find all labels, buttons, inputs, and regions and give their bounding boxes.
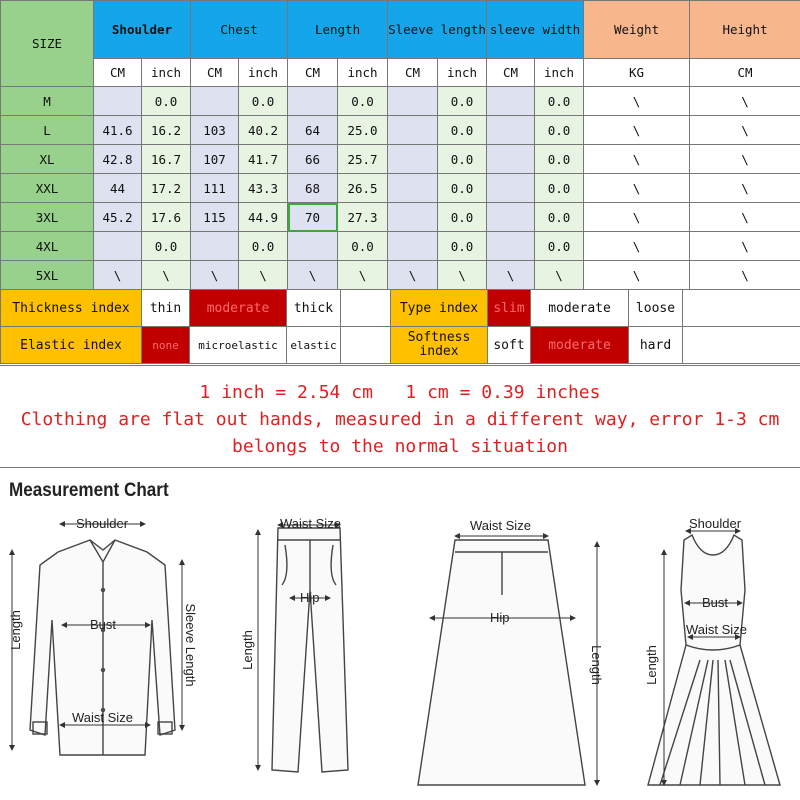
table-row xyxy=(1,232,800,261)
skirt-hip-label: Hip xyxy=(490,610,510,625)
table-cell: \ xyxy=(584,261,690,290)
skirt-drawing xyxy=(418,540,585,785)
shirt-shoulder-label: Shoulder xyxy=(76,516,129,531)
dress-waist-label: Waist Size xyxy=(686,622,747,637)
table-row xyxy=(1,116,800,145)
table-cell xyxy=(487,87,535,116)
table-cell xyxy=(94,232,142,261)
softness-option-selected: moderate xyxy=(531,327,629,364)
pants-drawing xyxy=(272,528,348,772)
table-cell xyxy=(388,116,438,145)
table-cell xyxy=(487,203,535,232)
note-line: Clothing are flat out hands, measured in a different way, error 1-3 cm xyxy=(20,409,780,430)
col-header-height: Height xyxy=(690,1,800,59)
softness-label: Softness index xyxy=(391,327,488,364)
table-cell: 0.0 xyxy=(535,174,584,203)
unit-cm: CM xyxy=(94,59,142,87)
table-cell: 44 xyxy=(94,174,142,203)
table-cell: \ xyxy=(535,261,584,290)
table-cell: \ xyxy=(191,261,239,290)
table-cell: \ xyxy=(584,145,690,174)
table-cell xyxy=(191,232,239,261)
table-cell: 0.0 xyxy=(438,203,487,232)
table-cell xyxy=(388,87,438,116)
dress-length-label: Length xyxy=(644,645,659,685)
table-cell: \ xyxy=(690,87,800,116)
table-cell: \ xyxy=(690,174,800,203)
table-cell: 0.0 xyxy=(535,232,584,261)
table-cell: \ xyxy=(338,261,388,290)
elastic-option xyxy=(341,327,391,364)
col-header-chest: Chest xyxy=(191,1,288,59)
empty-cell xyxy=(683,327,800,364)
size-table xyxy=(0,0,800,290)
table-cell: \ xyxy=(584,203,690,232)
table-cell: 0.0 xyxy=(438,87,487,116)
table-cell: \ xyxy=(94,261,142,290)
table-cell: \ xyxy=(690,145,800,174)
col-header-weight: Weight xyxy=(584,1,690,59)
size-cell: 3XL xyxy=(1,203,94,232)
table-cell: \ xyxy=(690,261,800,290)
table-cell: 0.0 xyxy=(438,116,487,145)
table-cell: 111 xyxy=(191,174,239,203)
table-cell: \ xyxy=(584,174,690,203)
table-cell xyxy=(487,116,535,145)
table-row xyxy=(1,261,800,290)
table-cell: 0.0 xyxy=(535,145,584,174)
col-header-sleeve-width: sleeve width xyxy=(487,1,584,59)
conversion-note xyxy=(0,365,800,468)
unit-inch: inch xyxy=(142,59,191,87)
unit-inch: inch xyxy=(338,59,388,87)
thickness-option: thick xyxy=(287,290,341,327)
table-cell: 44.9 xyxy=(239,203,288,232)
thickness-option: thin xyxy=(142,290,190,327)
elastic-option: elastic xyxy=(287,327,341,364)
table-cell: 66 xyxy=(288,145,338,174)
table-cell: 43.3 xyxy=(239,174,288,203)
table-cell: 0.0 xyxy=(338,87,388,116)
table-cell xyxy=(388,174,438,203)
shirt-waist-label: Waist Size xyxy=(72,710,133,725)
table-cell: 16.7 xyxy=(142,145,191,174)
table-cell: 0.0 xyxy=(142,87,191,116)
table-cell xyxy=(191,87,239,116)
table-cell: 42.8 xyxy=(94,145,142,174)
table-cell xyxy=(487,232,535,261)
table-cell: \ xyxy=(690,232,800,261)
table-cell: \ xyxy=(487,261,535,290)
table-cell: 25.7 xyxy=(338,145,388,174)
unit-inch: inch xyxy=(239,59,288,87)
table-cell xyxy=(288,87,338,116)
col-header-shoulder: Shoulder xyxy=(94,1,191,59)
size-cell: 5XL xyxy=(1,261,94,290)
unit-cm: CM xyxy=(288,59,338,87)
skirt-length-label: Length xyxy=(589,645,604,685)
unit-cm: CM xyxy=(487,59,535,87)
dress-bust-label: Bust xyxy=(702,595,729,610)
table-cell: 0.0 xyxy=(239,232,288,261)
dress-shoulder-label: Shoulder xyxy=(689,516,742,531)
thickness-label: Thickness index xyxy=(1,290,142,327)
table-cell: 0.0 xyxy=(438,174,487,203)
table-cell: 17.2 xyxy=(142,174,191,203)
table-cell: 0.0 xyxy=(142,232,191,261)
type-option: loose xyxy=(629,290,683,327)
table-cell: 0.0 xyxy=(438,232,487,261)
table-cell: 41.7 xyxy=(239,145,288,174)
elastic-option: microelastic xyxy=(190,327,287,364)
table-cell: 107 xyxy=(191,145,239,174)
table-cell: 115 xyxy=(191,203,239,232)
table-cell: \ xyxy=(388,261,438,290)
table-cell: \ xyxy=(584,87,690,116)
unit-cm: CM xyxy=(388,59,438,87)
type-option: moderate xyxy=(531,290,629,327)
table-cell xyxy=(487,145,535,174)
table-cell: \ xyxy=(438,261,487,290)
size-cell: XL xyxy=(1,145,94,174)
dress-drawing xyxy=(648,535,780,785)
unit-inch: inch xyxy=(535,59,584,87)
thickness-option-selected: moderate xyxy=(190,290,287,327)
col-header-sleeve-length: Sleeve length xyxy=(388,1,487,59)
table-cell: 0.0 xyxy=(535,87,584,116)
thickness-option xyxy=(341,290,391,327)
shirt-length-label: Length xyxy=(8,610,23,650)
table-cell[interactable]: 70 xyxy=(288,203,338,232)
table-cell xyxy=(94,87,142,116)
table-row xyxy=(1,203,800,232)
shirt-sleeve-label: Sleeve Length xyxy=(183,603,198,687)
table-cell: \ xyxy=(690,116,800,145)
table-cell: 17.6 xyxy=(142,203,191,232)
table-cell: 68 xyxy=(288,174,338,203)
softness-option: hard xyxy=(629,327,683,364)
properties-table xyxy=(0,289,800,364)
table-cell: 0.0 xyxy=(239,87,288,116)
table-cell xyxy=(388,203,438,232)
table-cell: 25.0 xyxy=(338,116,388,145)
size-cell: XXL xyxy=(1,174,94,203)
table-cell: 16.2 xyxy=(142,116,191,145)
table-cell xyxy=(487,174,535,203)
size-cell: M xyxy=(1,87,94,116)
table-cell: 41.6 xyxy=(94,116,142,145)
col-header-length: Length xyxy=(288,1,388,59)
table-cell: 0.0 xyxy=(535,116,584,145)
table-cell xyxy=(288,232,338,261)
size-cell: L xyxy=(1,116,94,145)
type-label: Type index xyxy=(391,290,488,327)
table-cell: \ xyxy=(584,116,690,145)
pants-length-label: Length xyxy=(240,630,255,670)
measurement-chart-title: Measurement Chart xyxy=(9,480,169,501)
table-cell: 40.2 xyxy=(239,116,288,145)
table-row xyxy=(1,87,800,116)
skirt-waist-label: Waist Size xyxy=(470,518,531,533)
measurement-diagram xyxy=(0,500,800,800)
unit-cm: CM xyxy=(191,59,239,87)
table-cell: 27.3 xyxy=(338,203,388,232)
table-cell: 26.5 xyxy=(338,174,388,203)
unit-kg: KG xyxy=(584,59,690,87)
table-cell xyxy=(388,232,438,261)
table-cell: \ xyxy=(690,203,800,232)
table-cell: 0.0 xyxy=(438,145,487,174)
pants-waist-label: Waist Size xyxy=(280,516,341,531)
type-option-selected: slim xyxy=(488,290,531,327)
unit-cm: CM xyxy=(690,59,800,87)
softness-option: soft xyxy=(488,327,531,364)
table-cell: 0.0 xyxy=(535,203,584,232)
elastic-label: Elastic index xyxy=(1,327,142,364)
note-line: 1 inch = 2.54 cm 1 cm = 0.39 inches xyxy=(199,382,601,403)
shirt-bust-label: Bust xyxy=(90,617,117,632)
table-cell: 0.0 xyxy=(338,232,388,261)
table-cell: \ xyxy=(142,261,191,290)
table-cell: 103 xyxy=(191,116,239,145)
elastic-option-selected: none xyxy=(142,327,190,364)
table-cell: \ xyxy=(288,261,338,290)
table-cell: 64 xyxy=(288,116,338,145)
size-cell: 4XL xyxy=(1,232,94,261)
note-line: belongs to the normal situation xyxy=(232,436,568,457)
table-cell xyxy=(388,145,438,174)
table-cell: 45.2 xyxy=(94,203,142,232)
table-row xyxy=(1,174,800,203)
unit-inch: inch xyxy=(438,59,487,87)
empty-cell xyxy=(683,290,800,327)
size-header: SIZE xyxy=(1,1,94,87)
table-row xyxy=(1,145,800,174)
table-cell: \ xyxy=(239,261,288,290)
table-cell: \ xyxy=(584,232,690,261)
pants-hip-label: Hip xyxy=(300,590,320,605)
